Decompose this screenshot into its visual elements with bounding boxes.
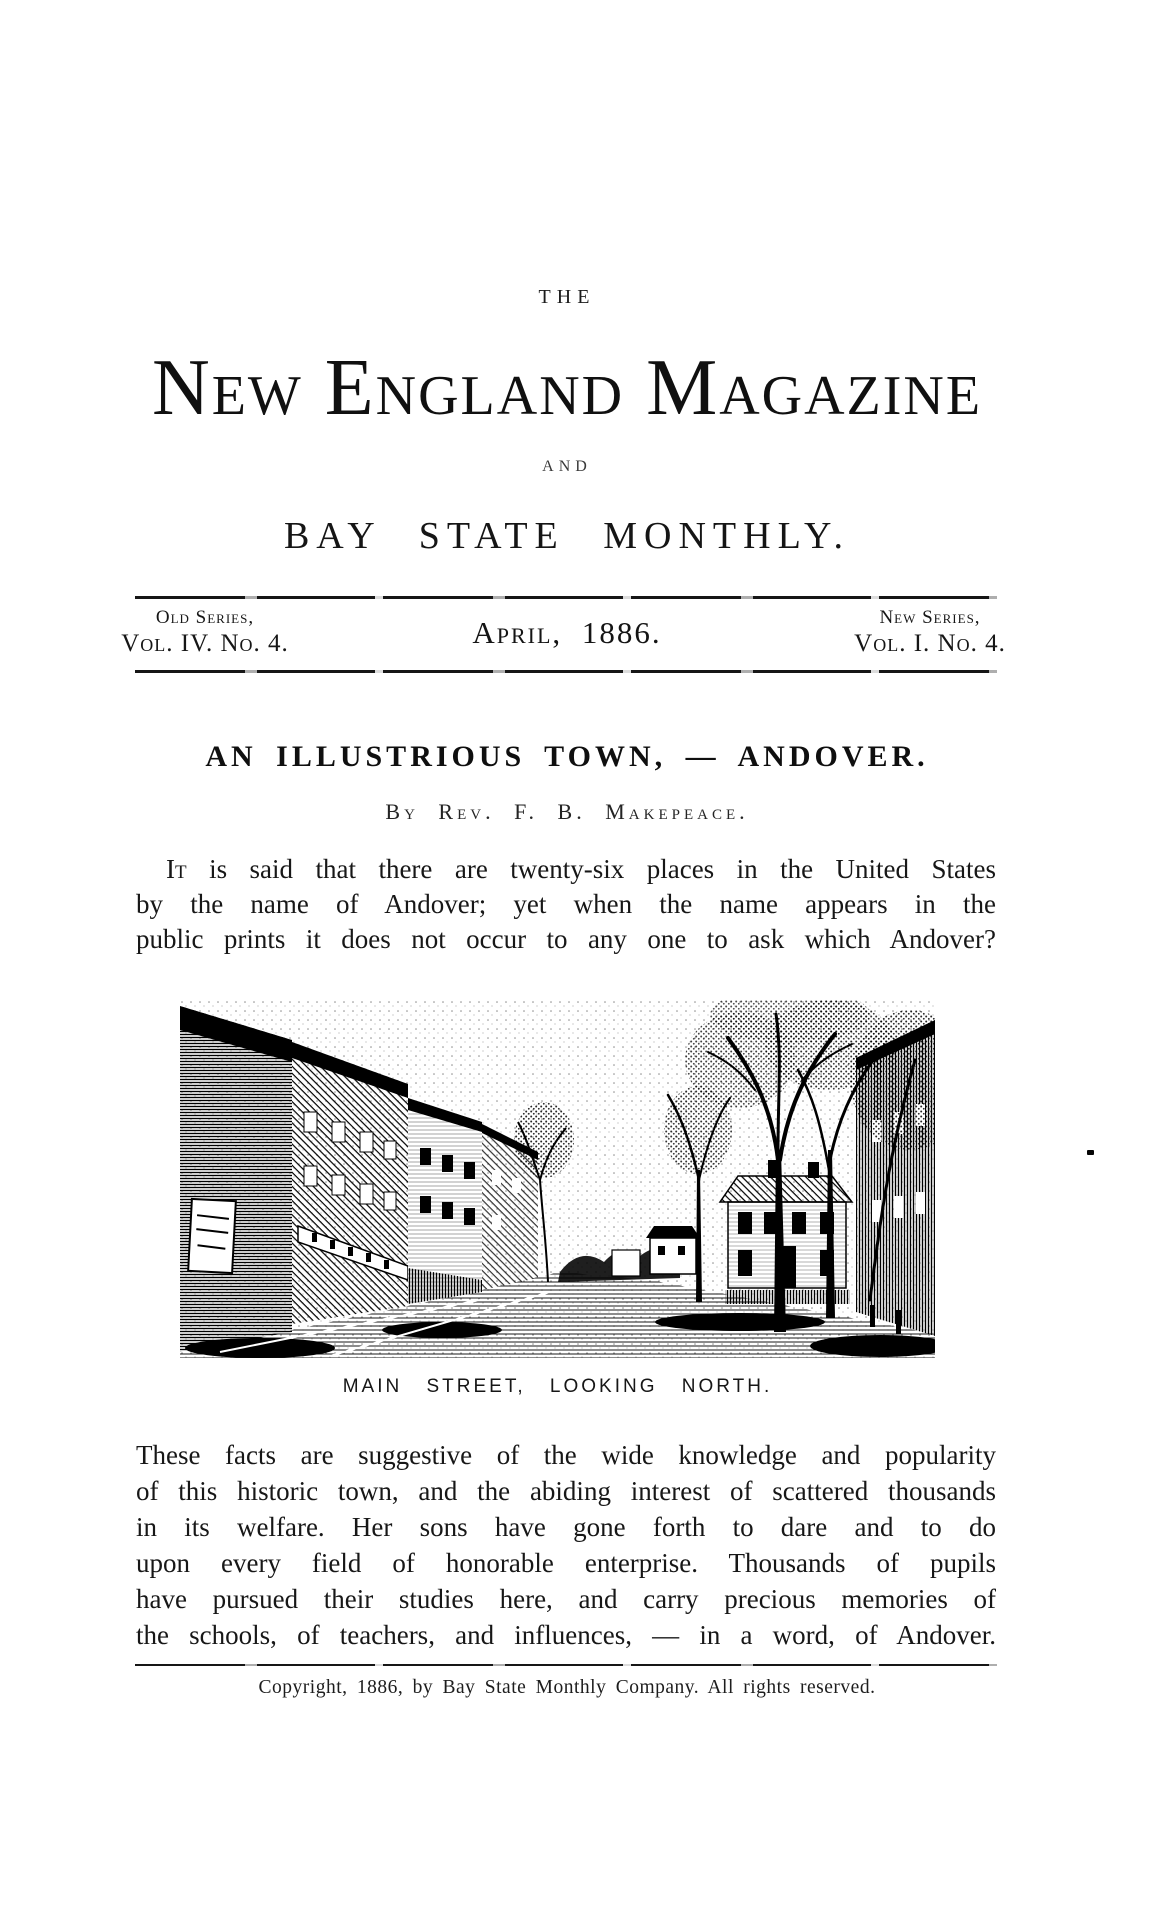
masthead-the: THE — [538, 286, 596, 308]
main-street-figure — [180, 1000, 935, 1360]
masthead-subtitle: BAY STATE MONTHLY. — [283, 515, 851, 557]
text-line: public prints it does not occur to any one to ask which Andover? — [136, 924, 996, 954]
dateline-rule-top — [135, 596, 997, 599]
new-series-block — [830, 607, 1030, 659]
old-series-line2: Vol. IV. No. 4. — [121, 630, 289, 657]
article-byline: By Rev. F. B. Makepeace. — [385, 799, 749, 824]
masthead-title: New England Magazine — [151, 344, 983, 432]
masthead-and: AND — [542, 458, 592, 475]
text-line: in its welfare. Her sons have gone forth to dare and to do — [136, 1512, 996, 1542]
issue-date: April, 1886. — [472, 615, 662, 650]
text-line: by the name of Andover; yet when the name appears in the — [136, 889, 996, 919]
article-title: AN ILLUSTRIOUS TOWN, — ANDOVER. — [205, 740, 929, 773]
left-tree-foliage — [514, 1102, 574, 1178]
text-line: These facts are suggestive of the wide knowledge and popularity — [136, 1440, 996, 1470]
lead-word: It — [166, 854, 187, 884]
dateline-rule-bottom — [135, 670, 997, 673]
copyright-line: Copyright, 1886, by Bay State Monthly Company. All rights reserved. — [258, 1677, 876, 1698]
text-line: of this historic town, and the abiding interest of scattered thousands — [136, 1476, 996, 1506]
figure-caption: MAIN STREET, LOOKING NORTH. — [342, 1376, 773, 1397]
old-series-line1: Old Series, — [155, 607, 255, 628]
text-line: upon every field of honorable enterprise. Thousands of pupils — [136, 1548, 996, 1578]
text-line: have pursued their studies here, and carry precious memories of — [136, 1584, 996, 1614]
main-street-engraving — [180, 1000, 935, 1358]
text-line — [136, 852, 996, 887]
new-series-line1: New Series, — [879, 607, 981, 628]
text-line: the schools, of teachers, and influences, — in a word, of Andover. — [136, 1620, 996, 1650]
scan-artifact — [1087, 1150, 1094, 1155]
text-line-rest: is said that there are twenty-six places in the United States — [186, 854, 996, 884]
body-paragraph — [136, 1437, 996, 1653]
footer-rule — [135, 1664, 997, 1666]
new-series-line2: Vol. I. No. 4. — [854, 630, 1006, 657]
opening-paragraph — [136, 852, 996, 957]
